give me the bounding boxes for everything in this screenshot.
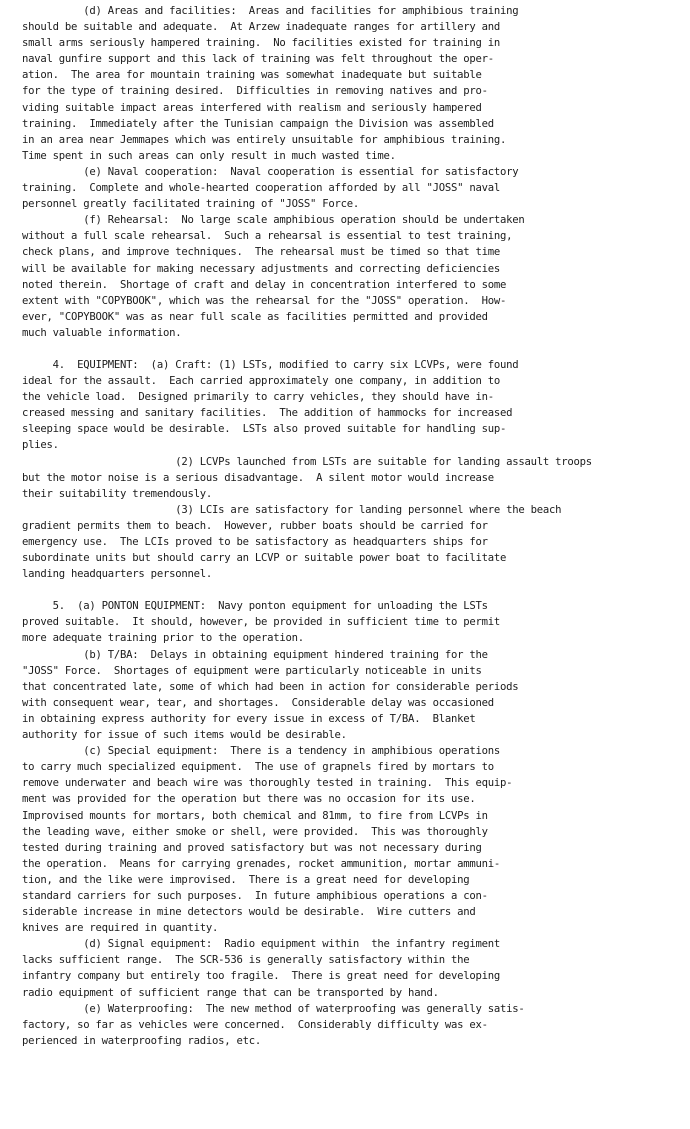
text-line: naval gunfire support and this lack of training was felt throughout the oper-	[22, 53, 494, 66]
text-line: standard carriers for such purposes. In future amphibious operations a con-	[22, 889, 488, 902]
text-line: plies.	[22, 439, 59, 452]
text-line: (d) Areas and facilities: Areas and facilities for amphibious training	[22, 5, 519, 17]
text-line: that concentrated late, some of which had been in action for considerable periods	[22, 680, 519, 693]
text-line: ation. The area for mountain training was somewhat inadequate but suitable	[22, 69, 482, 82]
text-line: extent with "COPYBOOK", which was the rehearsal for the "JOSS" operation. How-	[22, 294, 507, 307]
para-rehearsal	[22, 212, 652, 341]
text-line: sleeping space would be desirable. LSTs also proved suitable for handling sup-	[22, 423, 507, 436]
para-naval-cooperation	[22, 164, 652, 212]
text-line: 5. (a) PONTON EQUIPMENT: Navy ponton equipment for unloading the LSTs	[22, 600, 488, 613]
text-line: (c) Special equipment: There is a tendency in amphibious operations	[22, 745, 500, 758]
text-line: training. Complete and whole-hearted cooperation afforded by all "JOSS" naval	[22, 182, 500, 195]
text-line: gradient permits them to beach. However, rubber boats should be carried for	[22, 519, 488, 532]
text-line: to carry much specialized equipment. The use of grapnels fired by mortars to	[22, 761, 494, 774]
text-line: proved suitable. It should, however, be provided in sufficient time to permit	[22, 616, 500, 629]
text-line: viding suitable impact areas interfered with realism and seriously hampered	[22, 101, 482, 114]
text-line: lacks sufficient range. The SCR-536 is generally satisfactory within the	[22, 954, 470, 967]
text-line: ideal for the assault. Each carried approximately one company, in addition to	[22, 375, 500, 388]
text-line: much valuable information.	[22, 326, 182, 339]
text-line: more adequate training prior to the operation.	[22, 632, 304, 645]
para-areas-and-facilities	[22, 3, 652, 164]
text-line: factory, so far as vehicles were concerned. Considerably difficulty was ex-	[22, 1018, 488, 1031]
text-line: for the type of training desired. Difficulties in removing natives and pro-	[22, 85, 488, 98]
text-line: training. Immediately after the Tunisian campaign the Division was assembled	[22, 117, 494, 130]
text-line: (d) Signal equipment: Radio equipment within the infantry regiment	[22, 938, 500, 951]
text-line: emergency use. The LCIs proved to be satisfactory as headquarters ships for	[22, 536, 488, 548]
para-waterproofing	[22, 1001, 652, 1049]
text-line: the operation. Means for carrying grenades, rocket ammunition, mortar ammuni-	[22, 857, 500, 870]
text-line: tion, and the like were improvised. There is a great need for developing	[22, 873, 470, 886]
text-line: landing headquarters personnel.	[22, 568, 212, 581]
text-line: perienced in waterproofing radios, etc.	[22, 1034, 261, 1047]
text-line: remove underwater and beach wire was thoroughly tested in training. This equip-	[22, 777, 513, 790]
text-line: 4. EQUIPMENT: (a) Craft: (1) LSTs, modified to carry six LCVPs, were found	[22, 358, 519, 371]
text-line: siderable increase in mine detectors would be desirable. Wire cutters and	[22, 906, 476, 919]
text-line: creased messing and sanitary facilities. The addition of hammocks for increased	[22, 407, 513, 420]
text-line: knives are required in quantity.	[22, 922, 219, 935]
para-ponton-equipment	[22, 598, 652, 646]
text-line: radio equipment of sufficient range that can be transported by hand.	[22, 986, 439, 999]
text-line: without a full scale rehearsal. Such a rehearsal is essential to test training,	[22, 230, 513, 243]
text-line: (f) Rehearsal: No large scale amphibious operation should be undertaken	[22, 214, 525, 227]
para-t-ba	[22, 647, 652, 744]
para-equipment-craft	[22, 357, 652, 454]
para-signal-equipment	[22, 936, 652, 1000]
text-line: (2) LCVPs launched from LSTs are suitable for landing assault troops	[22, 455, 592, 468]
text-line: infantry company but entirely too fragile. There is great need for developing	[22, 970, 500, 983]
text-line: (b) T/BA: Delays in obtaining equipment hindered training for the	[22, 648, 488, 661]
para-equipment-lcis	[22, 502, 652, 582]
text-line: the vehicle load. Designed primarily to carry vehicles, they should have in-	[22, 391, 494, 404]
text-line: ment was provided for the operation but there was no occasion for its use.	[22, 793, 476, 806]
text-line: (e) Waterproofing: The new method of waterproofing was generally satis-	[22, 1002, 525, 1015]
text-line: in obtaining express authority for every issue in excess of T/BA. Blanket	[22, 712, 476, 725]
text-line: "JOSS" Force. Shortages of equipment were particularly noticeable in units	[22, 664, 482, 677]
para-special-equipment	[22, 743, 652, 936]
text-line: authority for issue of such items would be desirable.	[22, 729, 347, 742]
text-line: noted therein. Shortage of craft and delay in concentration interfered to some	[22, 278, 507, 291]
text-line: tested during training and proved satisfactory but was not necessary during	[22, 841, 482, 854]
paragraph-gap	[22, 341, 652, 357]
text-line: small arms seriously hampered training. No facilities existed for training in	[22, 37, 500, 50]
text-line: in an area near Jemmapes which was entirely unsuitable for amphibious training.	[22, 133, 507, 146]
text-line: with consequent wear, tear, and shortages. Considerable delay was occasioned	[22, 696, 494, 709]
text-line: their suitability tremendously.	[22, 487, 212, 500]
para-equipment-lcvps	[22, 454, 652, 502]
text-line: subordinate units but should carry an LCVP or suitable power boat to facilitate	[22, 552, 507, 565]
text-line: check plans, and improve techniques. The rehearsal must be timed so that time	[22, 246, 500, 259]
text-line: ever, "COPYBOOK" was as near full scale as facilities permitted and provided	[22, 310, 488, 323]
text-line: (e) Naval cooperation: Naval cooperation is essential for satisfactory	[22, 165, 519, 178]
text-line: the leading wave, either smoke or shell, were provided. This was thoroughly	[22, 825, 488, 838]
text-line: personnel greatly facilitated training of "JOSS" Force.	[22, 198, 360, 211]
text-line: should be suitable and adequate. At Arzew inadequate ranges for artillery and	[22, 21, 500, 34]
text-line: but the motor noise is a serious disadvantage. A silent motor would increase	[22, 471, 494, 484]
text-line: will be available for making necessary adjustments and correcting deficiencies	[22, 262, 500, 275]
text-line: Time spent in such areas can only result in much wasted time.	[22, 149, 396, 162]
text-line: Improvised mounts for mortars, both chemical and 81mm, to fire from LCVPs in	[22, 809, 488, 822]
paragraph-gap	[22, 582, 652, 598]
text-line: (3) LCIs are satisfactory for landing personnel where the beach	[22, 503, 562, 516]
